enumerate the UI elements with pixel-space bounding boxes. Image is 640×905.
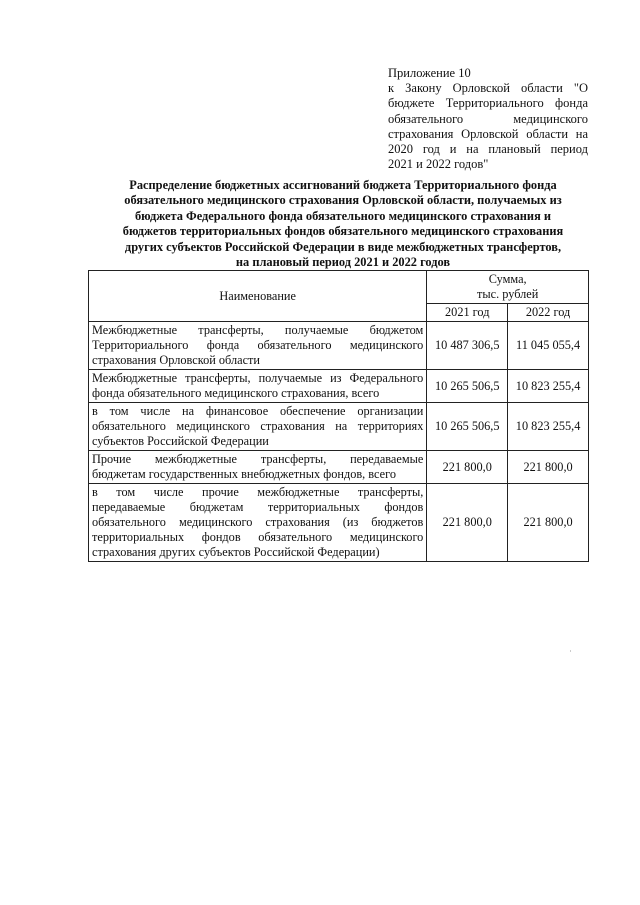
- row-name-cell: [89, 403, 427, 451]
- amount-2021-cell: 221 800,0: [427, 484, 508, 562]
- column-header-name: Наименование: [89, 271, 427, 322]
- title-line: других субъектов Российской Федерации в виде межбюджетных трансфертов,: [124, 239, 562, 254]
- row-name-cell: [89, 451, 427, 484]
- table-row: [89, 484, 589, 562]
- title-line: бюджета Федерального фонда обязательного медицинского страхования и: [134, 208, 552, 223]
- title-line: обязательного медицинского страхования Орловской области, получаемых из: [124, 193, 562, 208]
- document-title: [88, 178, 598, 270]
- amount-2022-cell: 221 800,0: [508, 451, 589, 484]
- amount-2021-cell: 221 800,0: [427, 451, 508, 484]
- scan-speck: [570, 650, 571, 652]
- row-name-line: территориальных фондов обязательного медицинского: [92, 530, 424, 544]
- row-name-line: бюджетам государственных внебюджетных фондов, всего: [92, 467, 396, 481]
- table-header-row: [89, 271, 589, 304]
- table-row: [89, 370, 589, 403]
- row-name-line: Межбюджетные трансферты, получаемые из Федерального: [92, 371, 424, 385]
- table-row: [89, 403, 589, 451]
- row-name-line: Межбюджетные трансферты, получаемые бюджетом: [92, 323, 424, 337]
- row-name-line: передаваемые бюджетам территориальных фондов: [92, 500, 424, 514]
- row-name-line: страхования других субъектов Российской Федерации): [92, 545, 380, 559]
- column-header-sum: [427, 271, 589, 304]
- appendix-line: Приложение 10: [388, 66, 471, 80]
- appendix-line: 2020 год и на плановый период: [388, 142, 588, 157]
- row-name-cell: [89, 484, 427, 562]
- appendix-line: к Закону Орловской области "О: [388, 81, 588, 96]
- title-line: на плановый период 2021 и 2022 годов: [235, 255, 451, 270]
- row-name-line: в том числе на финансовое обеспечение организации: [92, 404, 424, 418]
- row-name-line: обязательного медицинского страхования (из бюджетов: [92, 515, 424, 529]
- appendix-line: бюджете Территориального фонда: [388, 96, 588, 111]
- appendix-line: 2021 и 2022 годов": [388, 157, 489, 172]
- table-row: [89, 322, 589, 370]
- allocation-table: [88, 270, 589, 562]
- amount-2021-cell: 10 487 306,5: [427, 322, 508, 370]
- row-name-line: фонда обязательного медицинского страхования, всего: [92, 386, 380, 400]
- row-name-line: Прочие межбюджетные трансферты, передаваемые: [92, 452, 424, 466]
- title-line: Распределение бюджетных ассигнований бюджета Территориального фонда: [129, 178, 557, 192]
- title-line: бюджетов территориальных фондов обязательного медицинского страхования: [122, 224, 564, 239]
- column-header-2022: 2022 год: [508, 304, 589, 322]
- appendix-line: страхования Орловской области на: [388, 126, 588, 141]
- sum-unit-label: тыс. рублей: [477, 287, 539, 301]
- row-name-line: обязательного медицинского страхования на территориях: [92, 419, 424, 433]
- row-name-line: в том числе прочие межбюджетные трансферты,: [92, 485, 424, 499]
- column-header-2021: 2021 год: [427, 304, 508, 322]
- row-name-cell: [89, 322, 427, 370]
- amount-2021-cell: 10 265 506,5: [427, 370, 508, 403]
- amount-2022-cell: 10 823 255,4: [508, 370, 589, 403]
- amount-2022-cell: 221 800,0: [508, 484, 589, 562]
- row-name-line: страхования Орловской области: [92, 353, 261, 367]
- row-name-line: Территориального фонда обязательного медицинского: [92, 338, 424, 352]
- amount-2022-cell: 11 045 055,4: [508, 322, 589, 370]
- amount-2022-cell: 10 823 255,4: [508, 403, 589, 451]
- table-row: [89, 451, 589, 484]
- row-name-line: субъектов Российской Федерации: [92, 434, 269, 448]
- row-name-cell: [89, 370, 427, 403]
- table-body: [89, 322, 589, 562]
- amount-2021-cell: 10 265 506,5: [427, 403, 508, 451]
- sum-label: Сумма,: [488, 272, 527, 286]
- appendix-note: [388, 66, 588, 172]
- appendix-line: обязательного медицинского: [388, 111, 588, 126]
